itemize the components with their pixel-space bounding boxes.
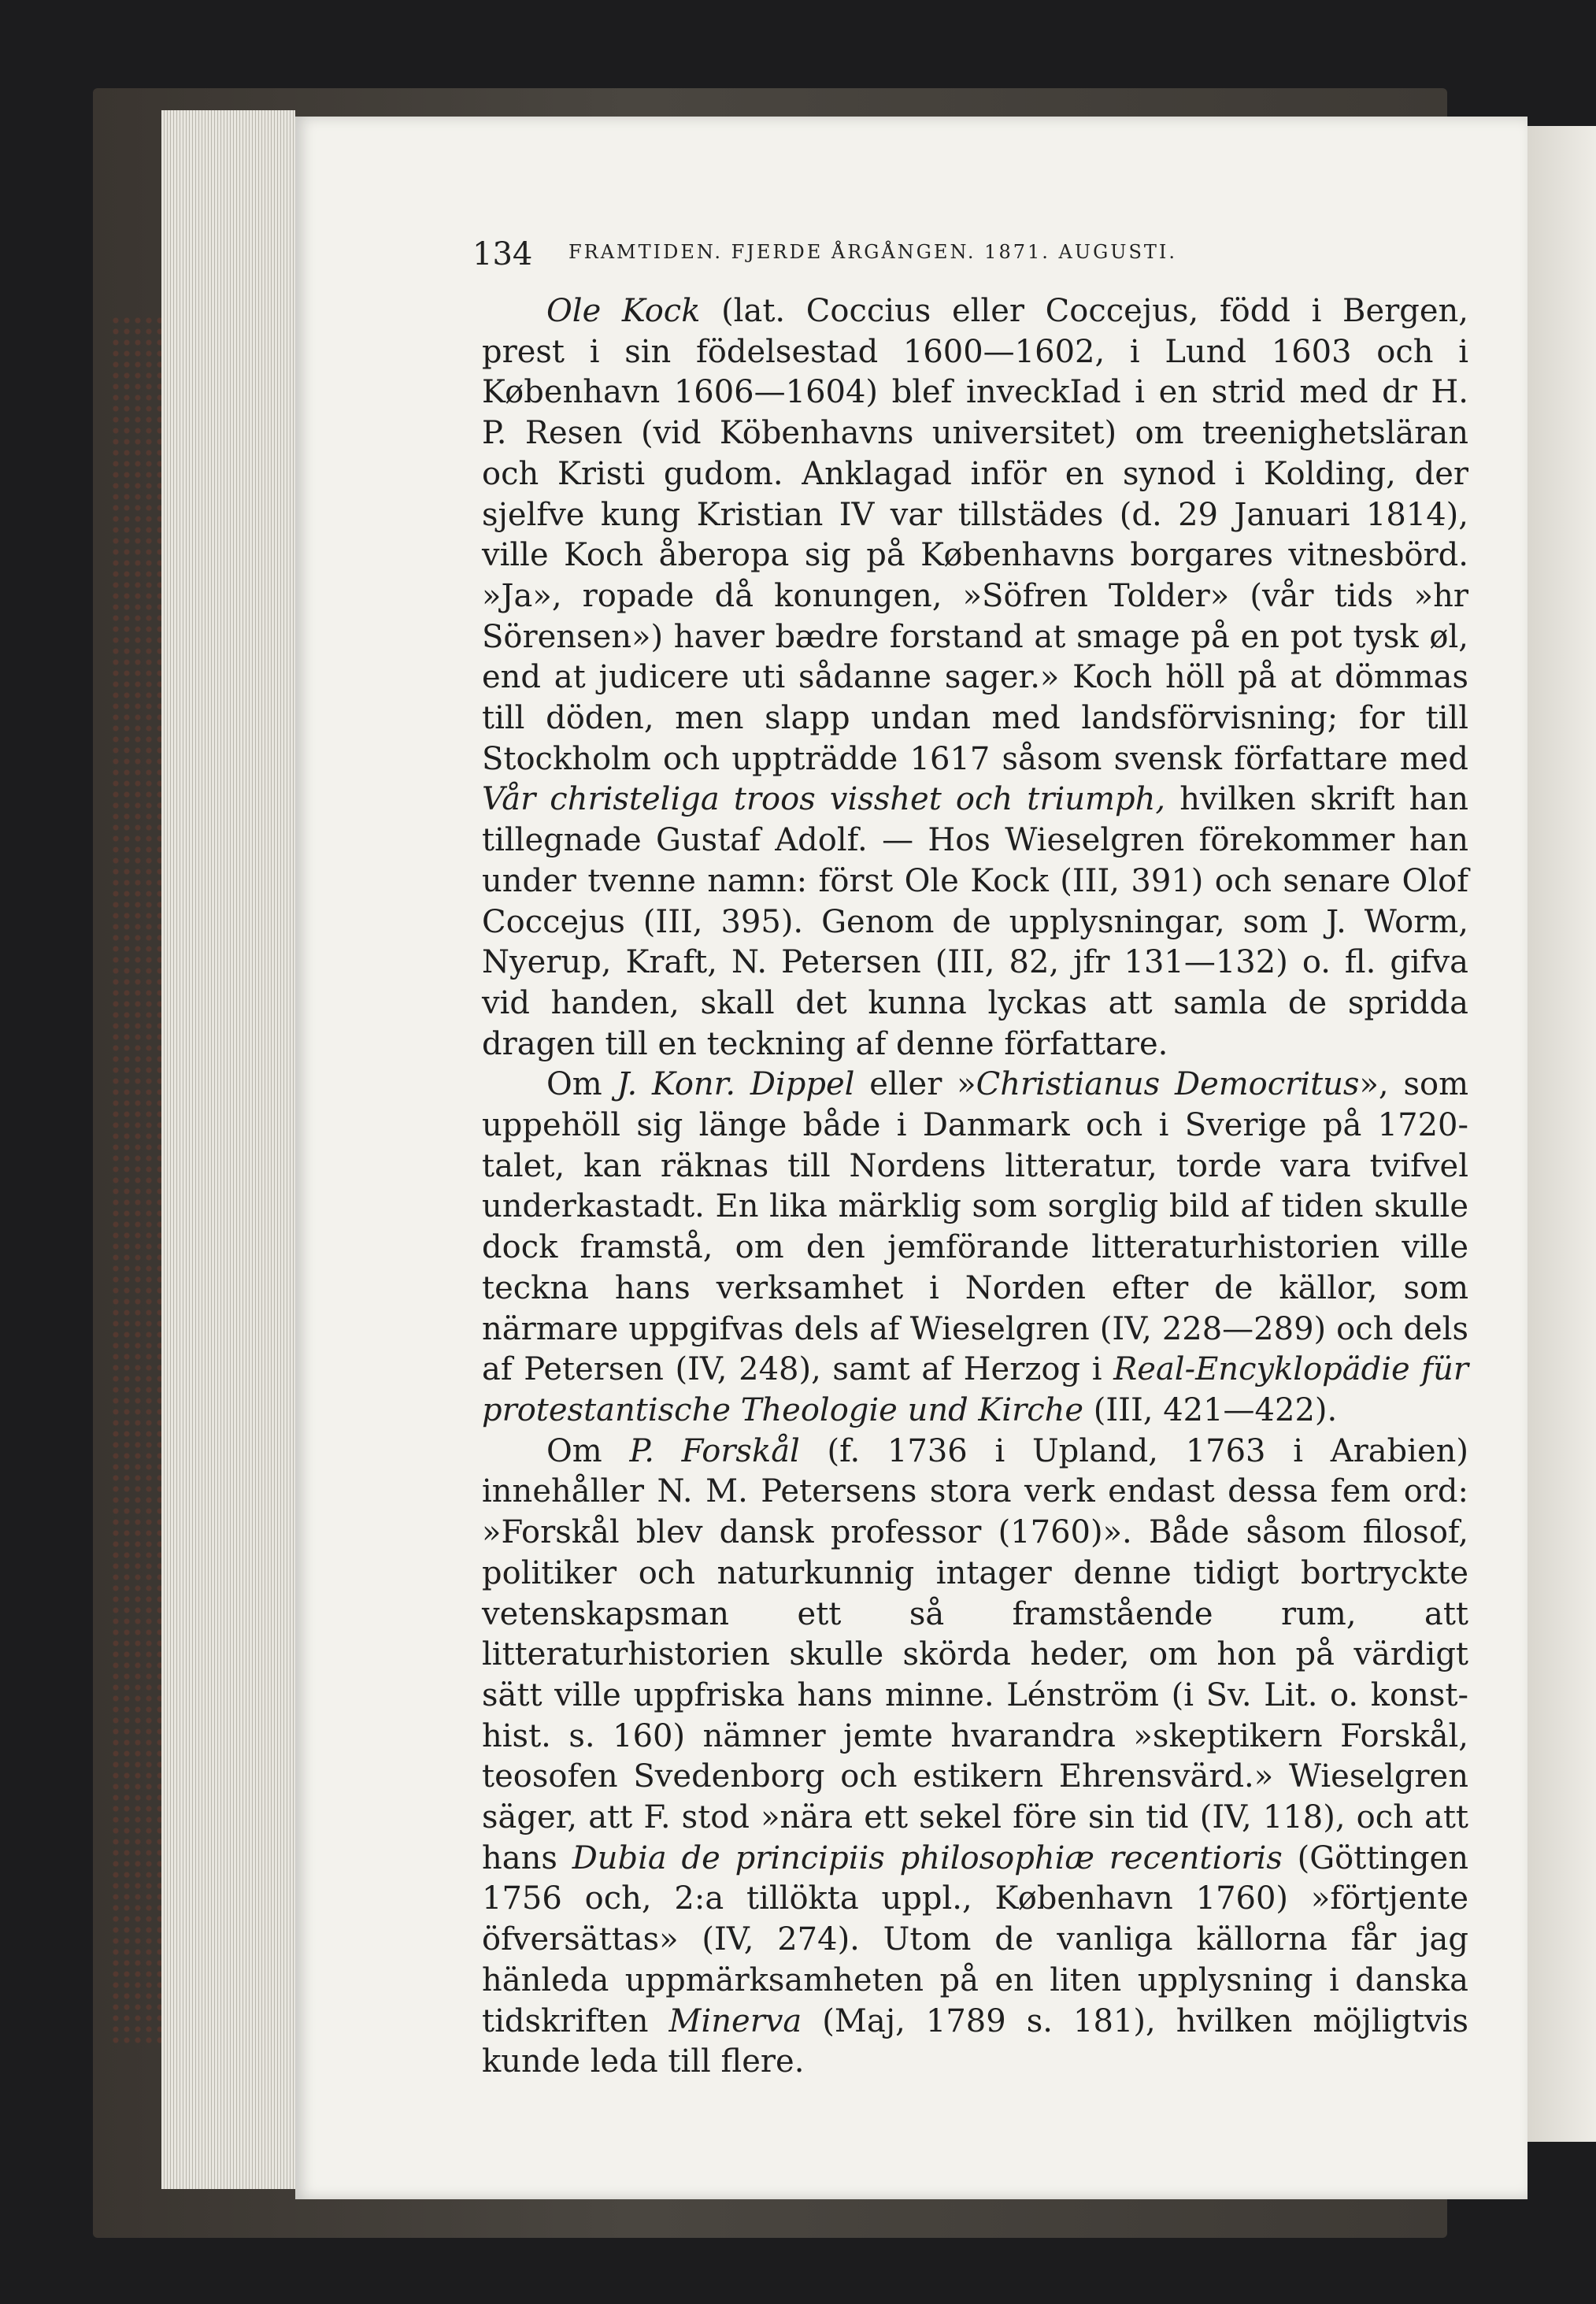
text-run: Om	[546, 1066, 617, 1103]
italic-title: Dubia de principiis philosophiæ recentioris	[572, 1839, 1283, 1876]
page-edges	[161, 110, 295, 2189]
running-title: FRAMTIDEN. FJERDE ÅRGÅNGEN. 1871. AUGUSTI.	[568, 241, 1178, 263]
text-run: (f. 1736 i Upland, 1763 i Arabien) innehåller N. M. Petersens stora verk endast dessa fem ord: »Forskål blev dansk professor (1760)». Både såsom filosof, politiker och naturkunnig intager denne tidigt bortryckte vetenskapsman ett så framstående rum, att litteraturhistorien skulle skörda heder, om hon på värdigt sätt ville uppfriska hans minne. Lénström (i Sv. Lit. o. konst-hist. s. 160) nämner jemte hvarandra »skeptikern Forskål, teosofen Svedenborg och estikern Ehrensvärd.» Wieselgren säger, att F. stod »nära ett sekel före sin tid (IV, 118), och att hans	[482, 1432, 1468, 1876]
italic-title: J. Konr. Dippel	[617, 1066, 855, 1103]
text-run: (III, 421—422).	[1083, 1391, 1338, 1428]
page-header	[472, 236, 1339, 276]
text-run: (lat. Coccius eller Coccejus, född i Bergen, prest i sin födelsestad 1600—1602, i Lund 1603 och i København 1606—1604) blef inveckIad i en strid med dr H. P. Resen (vid Köbenhavns universitet) om treenighetsläran och Kristi gudom. Anklagad inför en synod i Kolding, der sjelfve kung Kristian IV var tillstädes (d. 29 Januari 1814), ville Koch åberopa sig på Københavns borgares vitnesbörd. »Ja», ropade då konungen, »Söfren Tolder» (vår tids »hr Sörensen») haver bædre forstand at smage på en pot tysk øl, end at judicere uti sådanne sager.» Koch höll på at dömmas till döden, men slapp undan med landsförvisning; for till Stockholm och uppträdde 1617 såsom svensk författare med	[482, 293, 1468, 777]
italic-title: Real-Encyklopädie für protestantische Theologie und Kirche	[482, 1351, 1469, 1428]
text-run: », som uppehöll sig länge både i Danmark och i Sverige på 1720-talet, kan räknas till Nordens litteratur, torde vara tvifvel underkastadt. En lika märklig som sorglig bild af tiden skulle dock framstå, om den jemförande litteraturhistorien ville teckna hans verksamhet i Norden efter de källor, som närmare uppgifvas dels af Wieselgren (IV, 228—289) och dels af Petersen (IV, 248), samt af Herzog i	[482, 1066, 1468, 1388]
paragraph-dippel	[482, 1065, 1468, 1431]
text-run: hvilken skrift han tillegnade Gustaf Adolf. — Hos Wieselgren förekommer han under tvenne namn: först Ole Kock (III, 391) och senare Olof Coccejus (III, 395). Genom de upplysningar, som J. Worm, Nyerup, Kraft, N. Petersen (III, 82, jfr 131—132) o. fl. gifva vid handen, skall det kunna lyckas att samla de spridda dragen till en teckning af denne författare.	[482, 781, 1468, 1062]
italic-title: Vår christeliga troos visshet och triumph,	[482, 781, 1166, 818]
italic-title: P. Forskål	[629, 1432, 800, 1469]
body-text	[482, 291, 1468, 2083]
text-run: (Göttingen 1756 och, 2:a tillökta uppl., København 1760) »förtjente öfversättas» (IV, 274). Utom de vanliga källorna får jag hänleda uppmärksamheten på en liten upplysning i danska tidskriften	[482, 1839, 1468, 2039]
paragraph-koch	[482, 291, 1468, 1065]
text-run: Om	[546, 1432, 630, 1469]
italic-title: Ole Kock	[546, 293, 701, 329]
italic-title: Minerva	[668, 2002, 802, 2039]
text-run: eller »	[854, 1066, 976, 1103]
text-run: (Maj, 1789 s. 181), hvilken möjligtvis kunde leda till flere.	[482, 2002, 1468, 2080]
italic-title: Christianus Democritus	[976, 1066, 1360, 1103]
next-page-edge	[1527, 126, 1596, 2142]
page-number: 134	[472, 236, 533, 272]
paragraph-forskal	[482, 1432, 1468, 2083]
